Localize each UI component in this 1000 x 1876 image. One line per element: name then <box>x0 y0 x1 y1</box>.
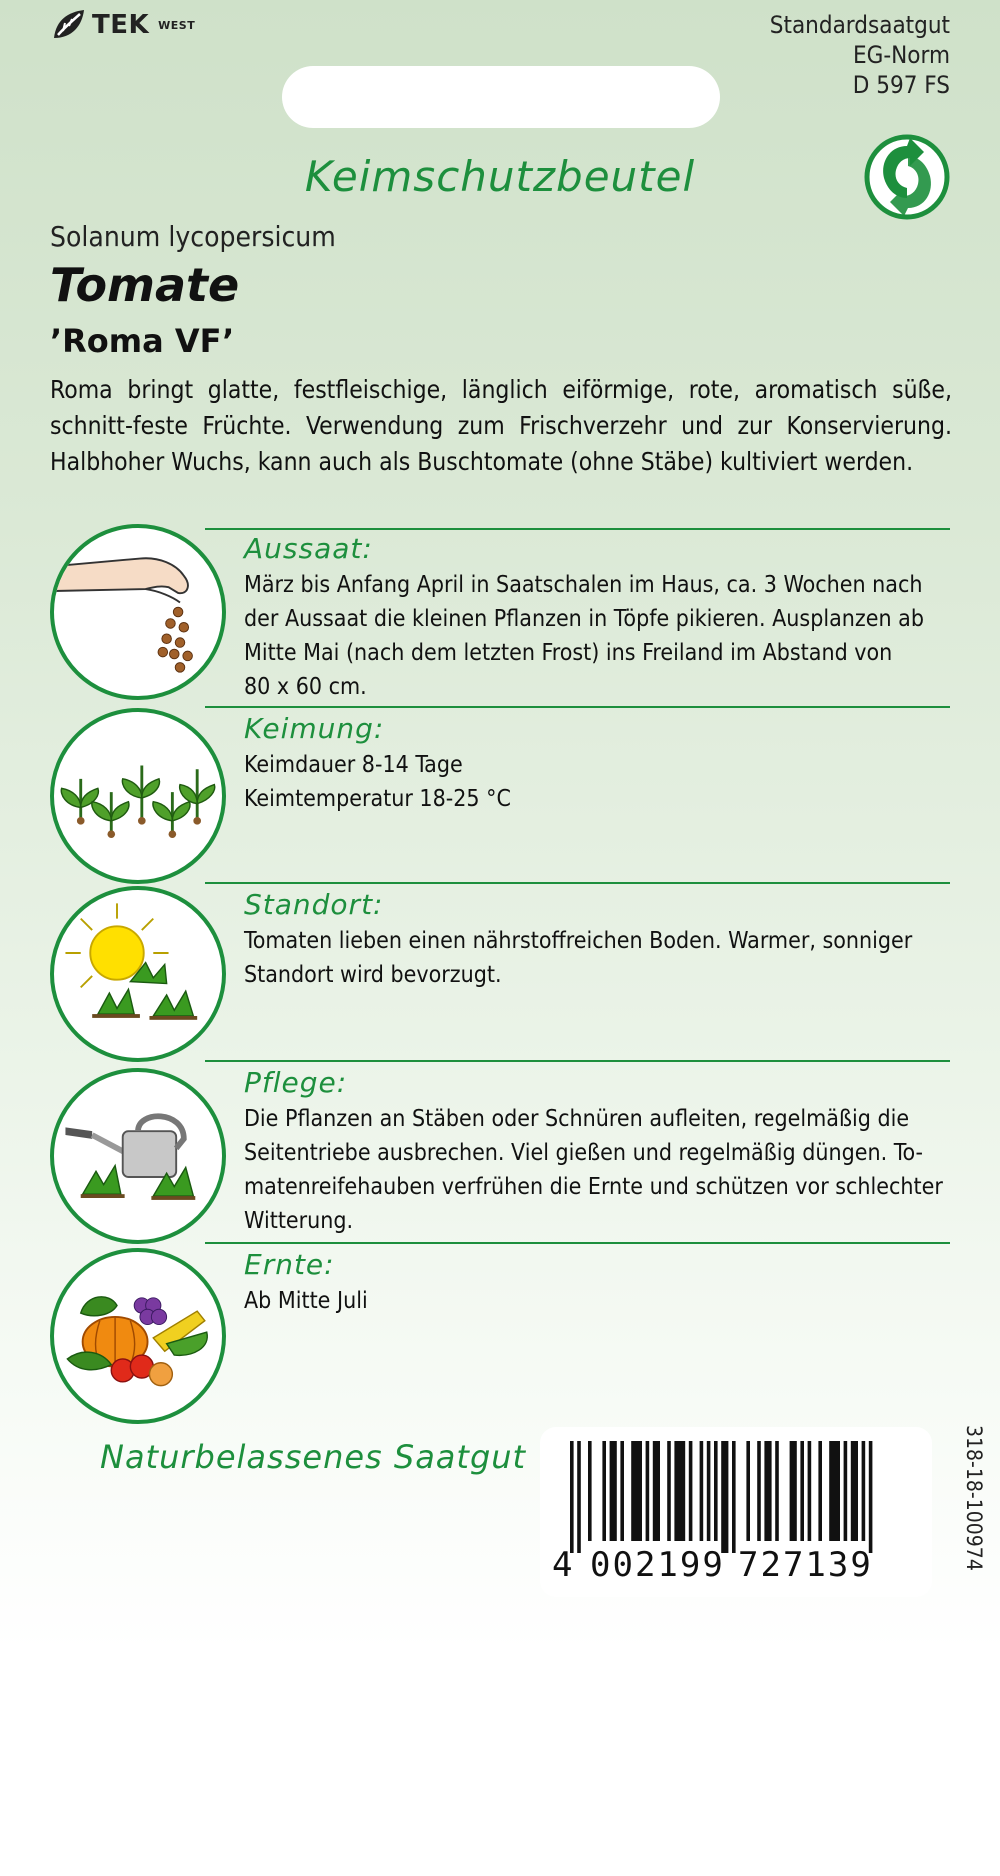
barcode-bar <box>764 1441 771 1541</box>
barcode-bar <box>620 1441 624 1541</box>
section-text-line: Keimdauer 8-14 Tage <box>244 752 463 778</box>
barcode-bar <box>631 1441 642 1541</box>
barcode-bar <box>746 1441 750 1541</box>
barcode-bar <box>667 1441 671 1541</box>
barcode-bar <box>700 1441 704 1541</box>
barcode-bar <box>757 1441 761 1541</box>
section-heading: Ernte: <box>244 1248 335 1281</box>
section-pflege <box>0 1062 1000 1244</box>
barcode-bar <box>689 1441 693 1541</box>
barcode-bar <box>577 1441 581 1553</box>
barcode-bars <box>570 1441 910 1553</box>
barcode-bar <box>869 1441 873 1553</box>
section-heading: Pflege: <box>244 1066 348 1099</box>
section-text-line: Keimtemperatur 18-25 °C <box>244 786 511 812</box>
section-text-line: Die Pflanzen an Stäben oder Schnüren aufleiten, regelmäßig die <box>244 1106 910 1132</box>
barcode-bar <box>610 1441 617 1541</box>
natural-seed-slogan: Naturbelassenes Saatgut <box>100 1438 527 1476</box>
article-number <box>960 1425 990 1595</box>
barcode-bar <box>588 1441 592 1541</box>
article-number-text: 318-18-100974 <box>962 1425 986 1571</box>
brand-logo <box>50 8 195 42</box>
barcode-bar <box>646 1441 650 1541</box>
barcode-bar <box>844 1441 848 1541</box>
section-text-line: Mitte Mai (nach dem letzten Frost) ins Freiland im Abstand von <box>244 640 893 666</box>
barcode-bar <box>800 1441 804 1541</box>
barcode-bar <box>653 1441 660 1541</box>
barcode-bar <box>602 1441 606 1541</box>
section-text <box>244 924 944 992</box>
watering-can-icon <box>50 1068 226 1244</box>
divider-line <box>205 528 950 530</box>
barcode-bar <box>707 1441 711 1541</box>
barcode-digits-right: 727139 <box>738 1545 873 1585</box>
section-text-line: März bis Anfang April in Saatschalen im Haus, ca. 3 Wochen nach <box>244 572 923 598</box>
barcode-bar <box>851 1441 858 1541</box>
barcode-bar <box>570 1441 574 1553</box>
section-aussaat <box>0 528 1000 708</box>
barcode-bar <box>862 1441 866 1541</box>
section-keimung <box>0 708 1000 884</box>
product-description: Roma bringt glatte, festfleischige, länglich eiförmige, rote, aromatisch süße, schnitt-feste Früchte. Verwendung zum Frischverzehr und zur Konservierung. Halbhoher Wuchs, kann auch als Buschtomate (ohne Stäbe) kultiviert werden. <box>50 375 952 476</box>
product-title: Tomate <box>50 258 240 312</box>
seed-norm-info <box>770 10 950 100</box>
section-text <box>244 748 944 816</box>
barcode-bar <box>808 1441 812 1541</box>
norm-line-1: Standardsaatgut <box>769 11 950 39</box>
section-text-line: Tomaten lieben einen nährstoffreichen Boden. Warmer, sonniger <box>244 928 913 954</box>
section-heading: Aussaat: <box>244 532 373 565</box>
barcode-bar <box>674 1441 685 1541</box>
leaf-logo-icon <box>50 8 86 42</box>
section-standort <box>0 884 1000 1062</box>
section-text-line: Witterung. <box>244 1208 354 1234</box>
section-heading: Standort: <box>244 888 384 921</box>
brand-sub: WEST <box>158 18 196 32</box>
section-heading: Keimung: <box>244 712 385 745</box>
green-dot-recycling-icon <box>862 132 952 222</box>
brand-name: TEK <box>92 10 150 40</box>
harvest-vegetables-icon <box>50 1248 226 1424</box>
section-text-line: Standort wird bevorzugt. <box>244 962 502 988</box>
section-text-line: 80 x 60 cm. <box>244 674 367 700</box>
barcode-bar <box>829 1441 840 1541</box>
section-text-line: Seitentriebe ausbrechen. Viel gießen und regelmäßig düngen. To- <box>244 1140 924 1166</box>
section-ernte <box>0 1244 1000 1422</box>
seedlings-icon <box>50 708 226 884</box>
barcode-bar <box>732 1441 736 1553</box>
norm-line-2: EG-Norm <box>852 41 950 69</box>
barcode-bar <box>714 1441 718 1541</box>
barcode-bar <box>818 1441 822 1541</box>
barcode-bar <box>721 1441 728 1553</box>
barcode-bar <box>775 1441 779 1541</box>
barcode-digit-first: 4 <box>552 1545 573 1585</box>
section-text <box>244 1102 944 1238</box>
blank-label-field <box>282 66 720 128</box>
latin-name: Solanum lycopersicum <box>50 220 336 253</box>
sun-plants-icon <box>50 886 226 1062</box>
section-text <box>244 568 944 704</box>
section-text-line: Ab Mitte Juli <box>244 1288 368 1314</box>
sowing-hand-icon <box>50 524 226 700</box>
section-text-line: der Aussaat die kleinen Pflanzen in Töpfe pikieren. Ausplanzen ab <box>244 606 924 632</box>
section-text-line: matenreifehauben verfrühen die Ernte und schützen vor schlechter <box>244 1174 943 1200</box>
barcode <box>540 1427 932 1597</box>
keimschutz-heading: Keimschutzbeutel <box>304 152 696 201</box>
barcode-digits-left: 002199 <box>590 1545 725 1585</box>
barcode-bar <box>790 1441 797 1541</box>
section-text <box>244 1284 944 1318</box>
variety-name: ’Roma VF’ <box>50 322 235 360</box>
norm-line-3: D 597 FS <box>852 71 950 99</box>
